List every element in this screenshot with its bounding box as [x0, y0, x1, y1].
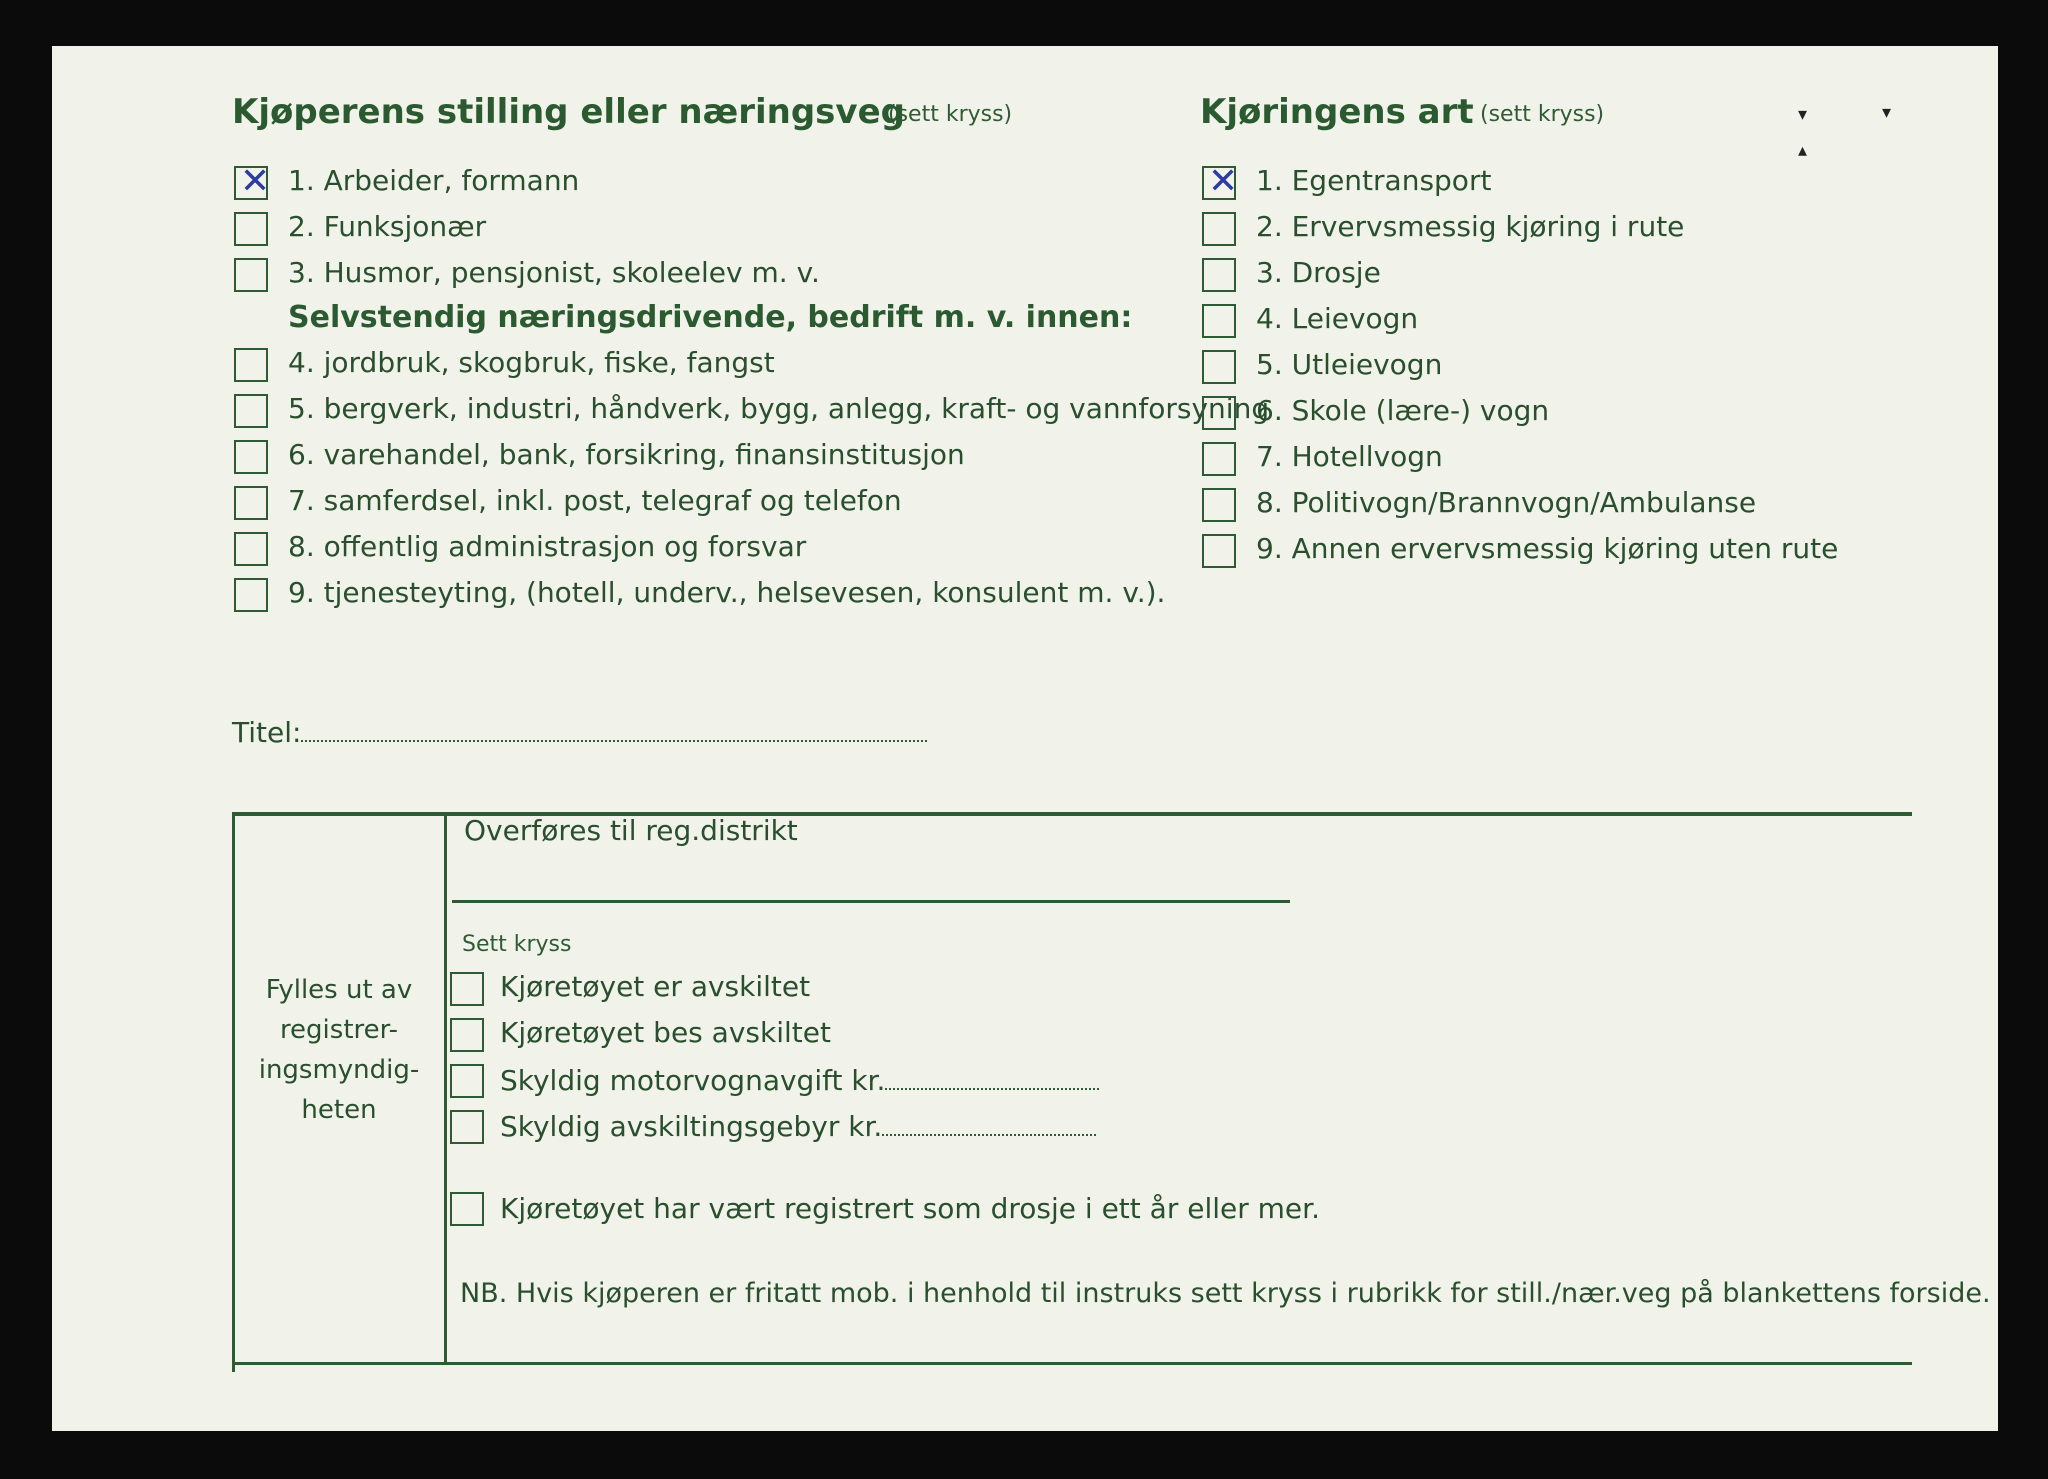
checkbox-right-items-2[interactable]	[1202, 212, 1236, 246]
option-label: 4. jordbruk, skogbruk, fiske, fangst	[288, 346, 775, 379]
option-label: 8. Politivogn/Brannvogn/Ambulanse	[1256, 486, 1757, 519]
print-mark-1: ▾	[1798, 104, 1808, 125]
checkbox-left-items-2[interactable]	[234, 212, 268, 246]
checkbox-left-items2-3[interactable]	[234, 440, 268, 474]
option-label: 2. Ervervsmessig kjøring i rute	[1256, 210, 1685, 243]
print-mark-2: ▾	[1882, 102, 1892, 123]
option-label: 9. tjenesteyting, (hotell, underv., helsevesen, konsulent m. v.).	[288, 576, 1166, 609]
authority-check-text: Kjøretøyet er avskiltet	[500, 970, 811, 1003]
authority-check-text: Skyldig motorvognavgift kr.	[500, 1064, 886, 1097]
left-section-title: Kjøperens stilling eller næringsveg	[232, 92, 905, 132]
option-label: 7. Hotellvogn	[1256, 440, 1443, 473]
amount-dotted-line[interactable]	[882, 1108, 1096, 1136]
checkbox-left-items2-2[interactable]	[234, 394, 268, 428]
print-mark-3: ▴	[1798, 140, 1808, 161]
authority-check-text: Kjøretøyet bes avskiltet	[500, 1016, 831, 1049]
checkbox-left-items2-6[interactable]	[234, 578, 268, 612]
box-left-rule	[232, 812, 235, 1372]
checkbox-left-items2-5[interactable]	[234, 532, 268, 566]
option-label: 5. Utleievogn	[1256, 348, 1443, 381]
checkbox-right-items-9[interactable]	[1202, 534, 1236, 568]
option-label: 7. samferdsel, inkl. post, telegraf og telefon	[288, 484, 902, 517]
drosje-checkbox[interactable]	[450, 1192, 484, 1226]
checkbox-right-items-1[interactable]	[1202, 161, 1239, 202]
checkbox-left-items2-1[interactable]	[234, 348, 268, 382]
left-section-hint: (sett kryss)	[888, 102, 1013, 127]
authority-checkbox-4[interactable]	[450, 1110, 484, 1144]
checkbox-left-items-3[interactable]	[234, 258, 268, 292]
drosje-check-label: Kjøretøyet har vært registrert som drosje i ett år eller mer.	[500, 1192, 1320, 1225]
option-label: 3. Husmor, pensjonist, skoleelev m. v.	[288, 256, 820, 289]
authority-check-label	[500, 970, 810, 1003]
check-mark-icon: ✕	[240, 161, 271, 202]
sett-kryss-label: Sett kryss	[462, 932, 572, 957]
option-label: 8. offentlig administrasjon og forsvar	[288, 530, 807, 563]
nb-note: NB. Hvis kjøperen er fritatt mob. i henhold til instruks sett kryss i rubrikk for still./nær.veg på blankettens forside.	[460, 1278, 1991, 1309]
option-label: 6. Skole (lære-) vogn	[1256, 394, 1550, 427]
checkbox-left-items-1[interactable]	[234, 161, 271, 202]
checkbox-right-items-6[interactable]	[1202, 396, 1236, 430]
box-bottom-rule	[232, 1362, 1912, 1365]
checkbox-right-items-8[interactable]	[1202, 488, 1236, 522]
authority-check-text: Skyldig avskiltingsgebyr kr.	[500, 1110, 883, 1143]
transfer-district-label: Overføres til reg.distrikt	[464, 814, 798, 847]
option-label: 4. Leievogn	[1256, 302, 1419, 335]
authority-checkbox-3[interactable]	[450, 1064, 484, 1098]
option-label: 1. Arbeider, formann	[288, 164, 580, 197]
checkbox-right-items-4[interactable]	[1202, 304, 1236, 338]
self-employed-subheading: Selvstendig næringsdrivende, bedrift m. v. innen:	[288, 300, 1133, 335]
option-label: 9. Annen ervervsmessig kjøring uten rute	[1256, 532, 1839, 565]
checkbox-left-items2-4[interactable]	[234, 486, 268, 520]
authority-check-label	[500, 1062, 1099, 1097]
right-section-title: Kjøringens art	[1200, 92, 1474, 132]
checkbox-right-items-7[interactable]	[1202, 442, 1236, 476]
option-label: 3. Drosje	[1256, 256, 1381, 289]
transfer-district-line[interactable]	[452, 900, 1290, 903]
checkbox-right-items-3[interactable]	[1202, 258, 1236, 292]
titel-dotted-line[interactable]	[301, 714, 927, 742]
titel-field	[232, 714, 927, 749]
option-label: 2. Funksjonær	[288, 210, 487, 243]
option-label: 6. varehandel, bank, forsikring, finansinstitusjon	[288, 438, 965, 471]
option-label: 1. Egentransport	[1256, 164, 1492, 197]
checkbox-right-items-5[interactable]	[1202, 350, 1236, 384]
option-label: 5. bergverk, industri, håndverk, bygg, anlegg, kraft- og vannforsyning	[288, 392, 1270, 425]
right-section-hint: (sett kryss)	[1480, 102, 1605, 127]
form-page	[52, 46, 1998, 1431]
registration-authority-label: Fylles ut av registrer-ingsmyndig-heten	[258, 975, 420, 1125]
box-divider-rule	[444, 814, 447, 1364]
titel-label: Titel:	[232, 716, 302, 749]
authority-check-label	[500, 1016, 831, 1049]
authority-checkbox-1[interactable]	[450, 972, 484, 1006]
check-mark-icon: ✕	[1208, 161, 1239, 202]
authority-check-label	[500, 1108, 1096, 1143]
amount-dotted-line[interactable]	[885, 1062, 1099, 1090]
authority-checkbox-2[interactable]	[450, 1018, 484, 1052]
